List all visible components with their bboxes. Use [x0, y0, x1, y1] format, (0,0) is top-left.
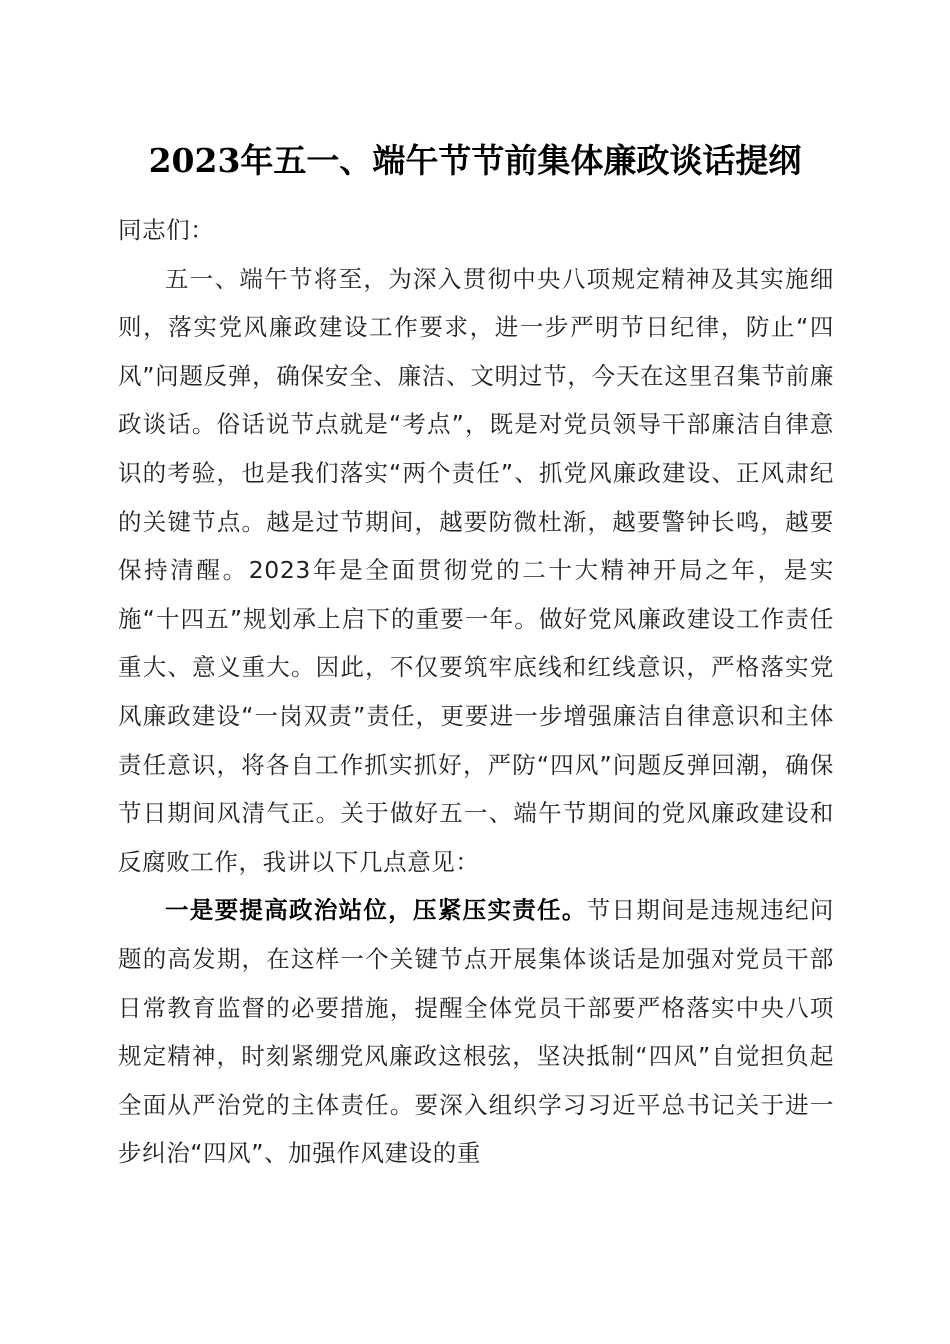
point-one-heading: 一是要提高政治站位，压紧压实责任。 — [165, 896, 587, 925]
document-body — [118, 206, 834, 1178]
point-one-body: 节日期间是违规违纪问题的高发期，在这样一个关键节点开展集体谈话是加强对党员干部日常教育监督的必要措施，提醒全体党员干部要严格落实中央八项规定精神，时刻紧绷党风廉政这根弦，坚决抵制“四风”自觉担负起全面从严治党的主体责任。要深入组织学习习近平总书记关于进一步纠治“四风”、加强作风建设的重 — [118, 896, 835, 1168]
document-title: 2023年五一、端午节节前集体廉政谈话提纲 — [148, 141, 802, 180]
salutation: 同志们： — [118, 216, 215, 244]
paragraph-point-one — [118, 886, 834, 1178]
paragraph-intro: 五一、端午节将至，为深入贯彻中央八项规定精神及其实施细则，落实党风廉政建设工作要求，进一步严明节日纪律，防止“四风”问题反弹，确保安全、廉洁、文明过节，今天在这里召集节前廉政谈话。俗话说节点就是“考点”，既是对党员领导干部廉洁自律意识的考验，也是我们落实“两个责任”、抓党风廉政建设、正风肃纪的关键节点。越是过节期间，越要防微杜渐，越要警钟长鸣，越要保持清醒。2023年是全面贯彻党的二十大精神开局之年，是实施“十四五”规划承上启下的重要一年。做好党风廉政建设工作责任重大、意义重大。因此，不仅要筑牢底线和红线意识，严格落实党风廉政建设“一岗双责”责任，更要进一步增强廉洁自律意识和主体责任意识，将各自工作抓实抓好，严防“四风”问题反弹回潮，确保节日期间风清气正。关于做好五一、端午节期间的党风廉政建设和反腐败工作，我讲以下几点意见： — [118, 264, 834, 876]
